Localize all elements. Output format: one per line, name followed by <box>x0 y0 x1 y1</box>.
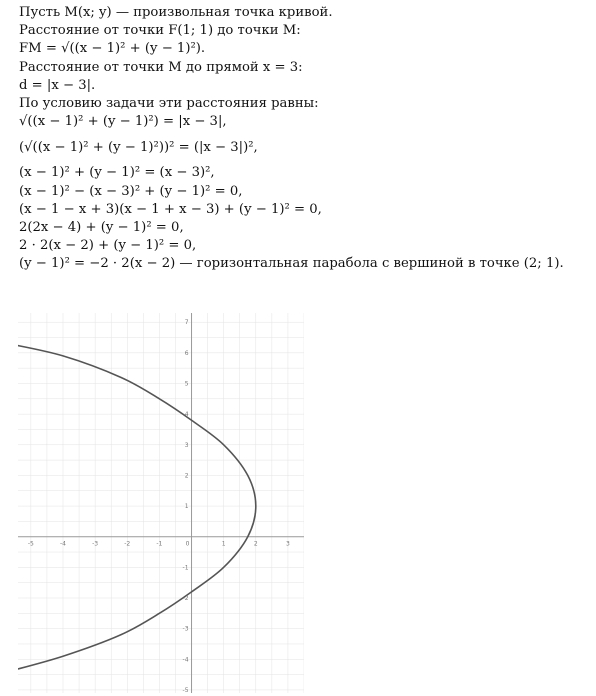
text-line-4: Расстояние от точки M до прямой x = 3: <box>19 59 303 75</box>
y-tick-label: -4 <box>182 656 189 664</box>
text-line-13: 2 · 2(x − 2) + (y − 1)² = 0, <box>19 238 197 254</box>
x-tick-label: -3 <box>92 540 99 548</box>
parabola-plot <box>18 313 304 693</box>
y-tick-label: -1 <box>182 564 189 572</box>
text-line-7: √((x − 1)² + (y − 1)²) = |x − 3|, <box>19 114 227 130</box>
y-tick-label: -3 <box>182 625 189 633</box>
x-tick-label: -4 <box>59 540 66 548</box>
plot-canvas <box>18 313 304 693</box>
text-line-2: Расстояние от точки F(1; 1) до точки M: <box>19 23 301 39</box>
text-line-8: (√((x − 1)² + (y − 1)²))² = (|x − 3|)², <box>19 140 258 156</box>
text-line-1: Пусть M(x; y) — произвольная точка кривой. <box>19 5 333 20</box>
x-tick-label: -1 <box>156 540 163 548</box>
x-tick-label: -5 <box>27 540 34 548</box>
text-line-12: 2(2x − 4) + (y − 1)² = 0, <box>19 219 184 235</box>
y-tick-label: 6 <box>184 349 189 357</box>
y-tick-label: 4 <box>184 411 189 419</box>
x-tick-label: -2 <box>124 540 131 548</box>
text-line-9: (x − 1)² + (y − 1)² = (x − 3)², <box>19 165 215 181</box>
solution-text <box>19 4 594 273</box>
y-tick-label: -5 <box>182 686 189 693</box>
y-tick-label: 1 <box>184 503 189 511</box>
parabola-curve-0 <box>18 344 256 672</box>
text-line-3: FM = √((x − 1)² + (y − 1)²). <box>19 41 206 57</box>
text-line-5: d = |x − 3|. <box>19 77 96 93</box>
x-tick-label: 0 <box>185 540 190 548</box>
y-tick-label: 2 <box>184 472 189 480</box>
curves <box>18 344 256 672</box>
x-tick-label: 3 <box>286 540 290 548</box>
y-tick-label: -2 <box>182 595 189 602</box>
x-tick-label: 1 <box>221 540 226 548</box>
x-tick-label: 2 <box>253 540 258 548</box>
y-tick-label: 3 <box>184 441 189 449</box>
text-line-14: (y − 1)² = −2 · 2(x − 2) — горизонтальная парабола с вершиной в точке (2; 1). <box>19 256 564 272</box>
text-line-6: По условию задачи эти расстояния равны: <box>19 95 319 111</box>
grid <box>18 313 304 693</box>
axes <box>18 313 304 693</box>
text-line-11: (x − 1 − x + 3)(x − 1 + x − 3) + (y − 1)² = 0, <box>19 201 322 217</box>
y-tick-label: 7 <box>184 319 189 327</box>
y-tick-label: 5 <box>184 380 189 388</box>
text-line-10: (x − 1)² − (x − 3)² + (y − 1)² = 0, <box>19 183 243 199</box>
